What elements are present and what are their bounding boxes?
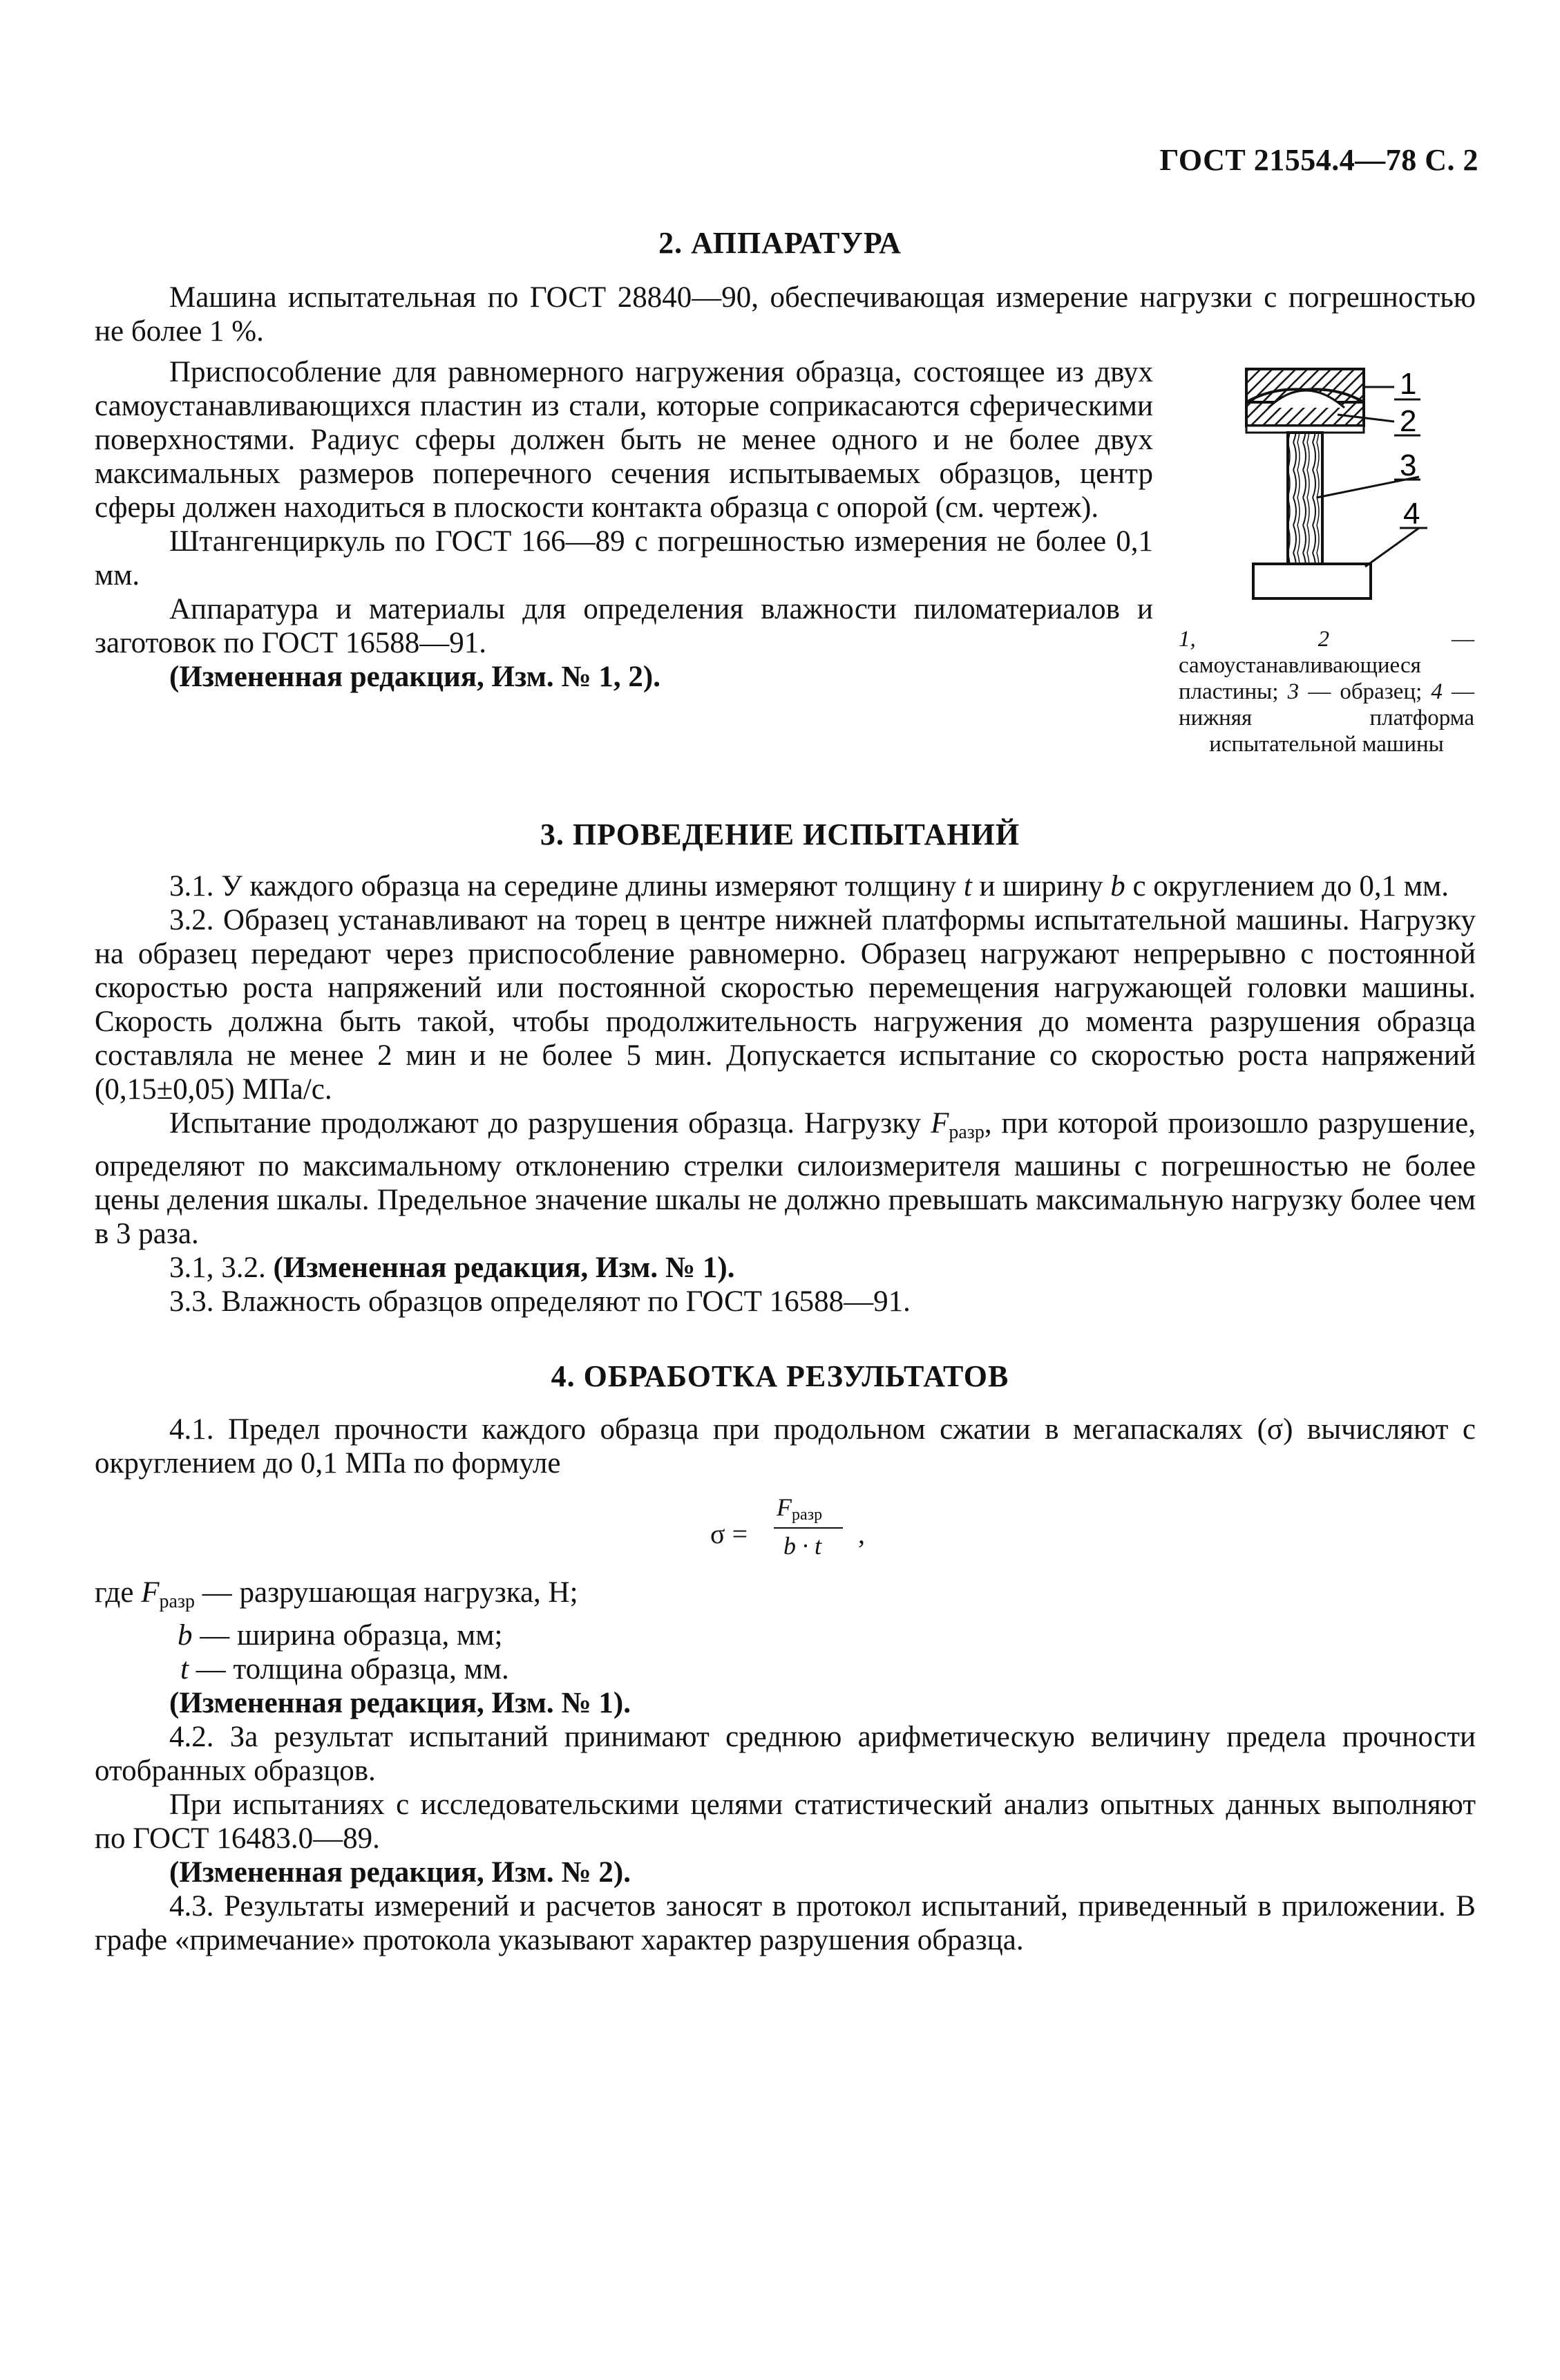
paragraph: Машина испытательная по ГОСТ 28840—90, обеспечивающая измерение нагрузки с погрешностью не более 1 %. — [95, 281, 1476, 348]
var-b: b — [1110, 870, 1125, 903]
text: — разрушающая нагрузка, Н; — [195, 1576, 578, 1609]
paragraph: 3.3. Влажность образцов определяют по ГОСТ 16588—91. — [169, 1285, 911, 1318]
figure-caption — [1179, 626, 1474, 757]
text: , при которой произошло разрушение, определяют по максимальному отклонению стрелки силоизмерителя машины с погрешностью не более цены деления шкалы. Предельное значение шкалы не должно превышать максимальную нагрузку более чем в 3 раза. — [95, 1107, 1476, 1250]
section-2-title: 2. АППАРАТУРА — [658, 226, 902, 260]
var-b: b — [178, 1619, 193, 1652]
paragraph: 4.1. Предел прочности каждого образца при продольном сжатии в мегапаскалях (σ) вычисляют с округлением до 0,1 МПа по формуле — [95, 1413, 1476, 1480]
section-4-body — [95, 1576, 1476, 1957]
paragraph: 3.2. Образец устанавливают на торец в центре нижней платформы испытательной машины. Нагрузку на образец передают через приспособление равномерно. Образец нагружают непрерывно с постоянной скоростью роста напряжений или постоянной скоростью перемещения нагружающей головки машины. Скорость должна быть такой, чтобы продолжительность нагружения до момента разрушения образца составляла не менее 2 мин и не более 5 мин. Допускается испытание со скоростью роста напряжений (0,15±0,05) МПа/с. — [95, 904, 1476, 1106]
formula-numerator — [777, 1493, 822, 1524]
var-F: F — [777, 1493, 792, 1521]
text: Испытание продолжают до разрушения образца. Нагрузку — [169, 1107, 931, 1140]
bottom-platform — [1253, 564, 1371, 598]
paragraph: Приспособление для равномерного нагружения образца, состоящее из двух самоустанавливающихся пластин из стали, которые соприкасаются сферическими поверхностями. Радиус сферы должен быть не менее одного и не более двух максимальных размеров поперечного сечения испытываемых образцов, центр сферы должен находиться в плоскости контакта образца с опорой (см. чертеж). — [95, 356, 1153, 524]
strength-formula — [710, 1493, 890, 1569]
where-line — [95, 1652, 1476, 1686]
caption-text: — образец; — [1299, 679, 1431, 704]
amendment-note: (Измененная редакция, Изм. № 2). — [169, 1856, 631, 1889]
section-3-body — [95, 869, 1476, 1319]
figure-label-1: 1 — [1400, 367, 1417, 401]
text: — толщина образца, мм. — [188, 1653, 509, 1685]
paragraph — [95, 1106, 1476, 1251]
caption-number: 3 — [1287, 679, 1300, 704]
subscript: разр — [792, 1506, 823, 1524]
var-t: t — [180, 1653, 189, 1685]
paragraph: 4.3. Результаты измерений и расчетов заносят в протокол испытаний, приведенный в приложении. В графе «примечание» протокола указывают характер разрушения образца. — [95, 1890, 1476, 1956]
text: 3.1. У каждого образца на середине длины измеряют толщину — [169, 870, 964, 903]
figure-label-3: 3 — [1400, 448, 1417, 482]
fraction-bar — [774, 1527, 843, 1529]
section-3-title: 3. ПРОВЕДЕНИЕ ИСПЫТАНИЙ — [540, 818, 1020, 851]
paragraph: 4.2. За результат испытаний принимают среднюю арифметическую величину предела прочности отобранных образцов. — [95, 1721, 1476, 1787]
text: и ширину — [971, 870, 1111, 903]
where-line — [95, 1576, 1476, 1618]
paragraph — [95, 1251, 1476, 1285]
paragraph: Аппаратура и материалы для определения влажности пиломатериалов и заготовок по ГОСТ 16588—91. — [95, 593, 1153, 659]
amendment-note: (Измененная редакция, Изм. № 1). — [169, 1687, 631, 1719]
formula-lhs: σ = — [710, 1518, 748, 1549]
figure-label-2: 2 — [1400, 404, 1417, 438]
where-line — [95, 1618, 1476, 1652]
caption-text: — нижняя платформа испытательной машины — [1179, 679, 1475, 757]
formula-denominator: b · t — [783, 1532, 822, 1560]
test-fixture-diagram — [1234, 359, 1448, 601]
text: — ширина образца, мм; — [192, 1619, 503, 1652]
caption-text: — самоустанавливающиеся пластины; — [1179, 627, 1474, 704]
amendment-note: (Измененная редакция, Изм. № 1, 2). — [169, 661, 660, 693]
paragraph: Штангенциркуль по ГОСТ 166—89 с погрешностью измерения не более 0,1 мм. — [95, 525, 1153, 592]
subscript: разр — [949, 1122, 984, 1143]
standard-code-header: ГОСТ 21554.4—78 С. 2 — [1159, 143, 1478, 177]
section-2-p1 — [95, 281, 1476, 348]
paragraph — [95, 869, 1476, 903]
caption-number: 1, 2 — [1179, 627, 1330, 652]
paragraph: При испытаниях с исследовательскими целями статистический анализ опытных данных выполняют по ГОСТ 16483.0—89. — [95, 1788, 1476, 1855]
var-t: t — [963, 870, 972, 903]
var-F: F — [931, 1107, 949, 1140]
amendment-note: (Измененная редакция, Изм. № 1). — [273, 1252, 735, 1284]
caption-number: 4 — [1431, 679, 1443, 704]
var-F: F — [141, 1576, 160, 1609]
section-2-body-left — [95, 355, 1153, 694]
subscript: разр — [159, 1591, 195, 1612]
figure-label-4: 4 — [1403, 497, 1420, 531]
text: 3.1, 3.2. — [169, 1252, 274, 1284]
section-4-title: 4. ОБРАБОТКА РЕЗУЛЬТАТОВ — [551, 1359, 1009, 1393]
text: где — [95, 1576, 142, 1609]
formula-comma: , — [858, 1518, 865, 1549]
text: с округлением до 0,1 мм. — [1125, 870, 1449, 903]
section-4-p1 — [95, 1413, 1476, 1480]
